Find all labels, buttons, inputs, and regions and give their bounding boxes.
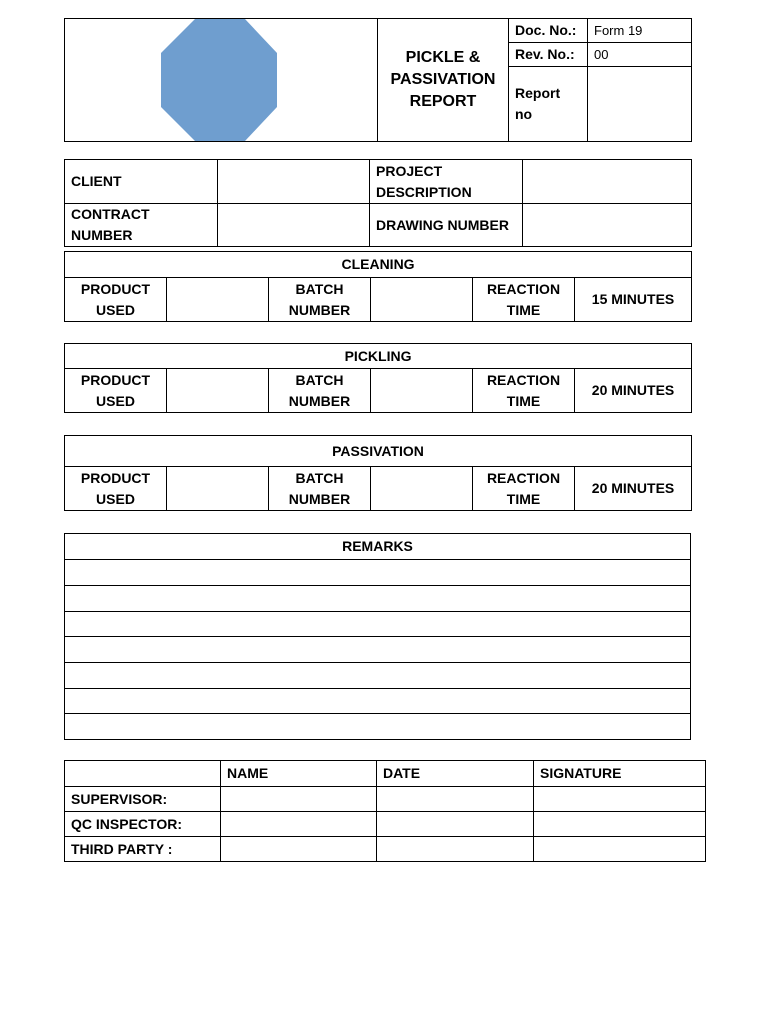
pickling-reaction-label: REACTION TIME xyxy=(473,369,575,413)
rev-no-value: 00 xyxy=(588,43,692,67)
octagon-logo-icon xyxy=(161,19,279,141)
cleaning-table xyxy=(64,251,692,322)
drawing-number-field[interactable] xyxy=(523,204,692,247)
remarks-line[interactable] xyxy=(65,714,691,740)
doc-no-label: Doc. No.: xyxy=(509,19,588,43)
header-table xyxy=(64,18,692,142)
passivation-reaction-label: REACTION TIME xyxy=(473,467,575,511)
remarks-line[interactable] xyxy=(65,612,691,637)
signoff-header-blank xyxy=(65,761,221,787)
rev-no-label: Rev. No.: xyxy=(509,43,588,67)
cleaning-product-field[interactable] xyxy=(167,278,269,322)
supervisor-label: SUPERVISOR: xyxy=(65,787,221,812)
remarks-line[interactable] xyxy=(65,637,691,663)
remarks-title: REMARKS xyxy=(65,534,691,560)
third-party-name-field[interactable] xyxy=(221,837,377,862)
signature-column-header: SIGNATURE xyxy=(534,761,706,787)
pickling-product-label: PRODUCT USED xyxy=(65,369,167,413)
signoff-table xyxy=(64,760,706,862)
third-party-signature-field[interactable] xyxy=(534,837,706,862)
pickling-batch-label: BATCH NUMBER xyxy=(269,369,371,413)
third-party-date-field[interactable] xyxy=(377,837,534,862)
client-label: CLIENT xyxy=(65,160,218,204)
project-table xyxy=(64,159,692,247)
remarks-line[interactable] xyxy=(65,663,691,689)
passivation-title: PASSIVATION xyxy=(65,436,692,467)
name-column-header: NAME xyxy=(221,761,377,787)
drawing-number-label: DRAWING NUMBER xyxy=(370,204,523,247)
remarks-table xyxy=(64,533,691,740)
cleaning-reaction-value: 15 MINUTES xyxy=(575,278,692,322)
report-no-value[interactable] xyxy=(588,67,692,142)
doc-no-value: Form 19 xyxy=(588,19,692,43)
pickling-title: PICKLING xyxy=(65,344,692,369)
project-description-label: PROJECT DESCRIPTION xyxy=(370,160,523,204)
passivation-reaction-value: 20 MINUTES xyxy=(575,467,692,511)
pickling-table xyxy=(64,343,692,413)
cleaning-title: CLEANING xyxy=(65,252,692,278)
passivation-batch-field[interactable] xyxy=(371,467,473,511)
passivation-product-label: PRODUCT USED xyxy=(65,467,167,511)
pickling-product-field[interactable] xyxy=(167,369,269,413)
cleaning-batch-label: BATCH NUMBER xyxy=(269,278,371,322)
report-no-label: Report no xyxy=(509,67,588,142)
client-field[interactable] xyxy=(218,160,370,204)
project-description-field[interactable] xyxy=(523,160,692,204)
qc-inspector-date-field[interactable] xyxy=(377,812,534,837)
passivation-product-field[interactable] xyxy=(167,467,269,511)
remarks-line[interactable] xyxy=(65,586,691,612)
cleaning-reaction-label: REACTION TIME xyxy=(473,278,575,322)
cleaning-batch-field[interactable] xyxy=(371,278,473,322)
supervisor-date-field[interactable] xyxy=(377,787,534,812)
pickling-batch-field[interactable] xyxy=(371,369,473,413)
report-title: PICKLE & PASSIVATION REPORT xyxy=(378,19,509,142)
passivation-batch-label: BATCH NUMBER xyxy=(269,467,371,511)
remarks-line[interactable] xyxy=(65,689,691,714)
remarks-line[interactable] xyxy=(65,560,691,586)
supervisor-signature-field[interactable] xyxy=(534,787,706,812)
date-column-header: DATE xyxy=(377,761,534,787)
supervisor-name-field[interactable] xyxy=(221,787,377,812)
qc-inspector-label: QC INSPECTOR: xyxy=(65,812,221,837)
cleaning-product-label: PRODUCT USED xyxy=(65,278,167,322)
logo-cell xyxy=(65,19,378,142)
qc-inspector-name-field[interactable] xyxy=(221,812,377,837)
pickling-reaction-value: 20 MINUTES xyxy=(575,369,692,413)
qc-inspector-signature-field[interactable] xyxy=(534,812,706,837)
third-party-label: THIRD PARTY : xyxy=(65,837,221,862)
passivation-table xyxy=(64,435,692,511)
contract-number-label: CONTRACT NUMBER xyxy=(65,204,218,247)
contract-number-field[interactable] xyxy=(218,204,370,247)
